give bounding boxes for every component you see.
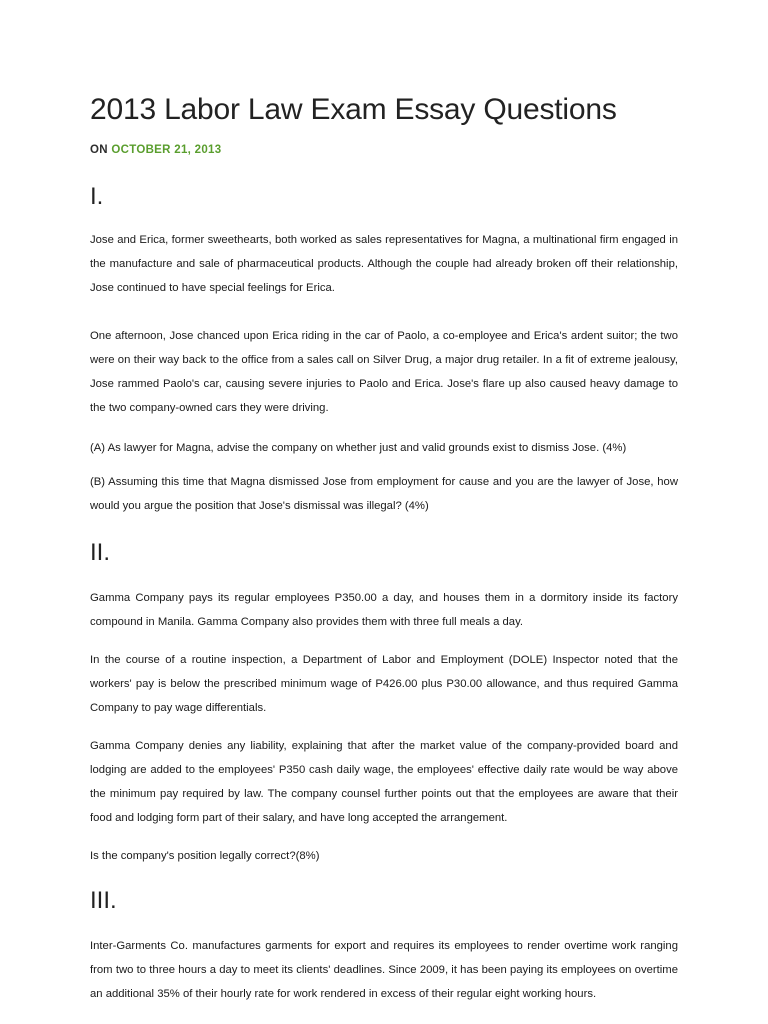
section-heading: I.: [90, 183, 104, 210]
article-byline: [90, 142, 678, 158]
section-heading: III.: [90, 887, 117, 914]
section-heading: II.: [90, 539, 111, 566]
paragraph: Is the company's position legally correct?(8%): [90, 850, 320, 862]
article: [90, 88, 678, 1006]
paragraph: One afternoon, Jose chanced upon Erica riding in the car of Paolo, a co-employee and Erica's ardent suitor; the two were on their way back to the office from a sales call on Silver Drug, a major drug retailer. In a fit of extreme jealousy, Jose rammed Paolo's car, causing severe injuries to Paolo and Erica. Jose's flare up also caused heavy damage to the two company-owned cars they were driving.: [90, 330, 678, 414]
paragraph: Inter-Garments Co. manufactures garments for export and requires its employees to render overtime work ranging from two to three hours a day to meet its clients' deadlines. Since 2009, it has been paying its employees on overtime an additional 35% of their hourly rate for work rendered in excess of their regular eight working hours.: [90, 940, 678, 1000]
paragraph: In the course of a routine inspection, a Department of Labor and Employment (DOLE) Inspector noted that the workers' pay is below the prescribed minimum wage of P426.00 plus P30.00 allowance, and thus required Gamma Company to pay wage differentials.: [90, 654, 678, 714]
article-title: 2013 Labor Law Exam Essay Questions: [90, 93, 617, 126]
paragraph: Jose and Erica, former sweethearts, both worked as sales representatives for Magna, a multinational firm engaged in the manufacture and sale of pharmaceutical products. Although the couple had already broken off their relationship, Jose continued to have special feelings for Erica.: [90, 234, 678, 294]
paragraph: (A) As lawyer for Magna, advise the company on whether just and valid grounds exist to dismiss Jose. (4%): [90, 442, 627, 454]
paragraph: Gamma Company pays its regular employees P350.00 a day, and houses them in a dormitory inside its factory compound in Manila. Gamma Company also provides them with three full meals a day.: [90, 592, 678, 628]
paragraph: Gamma Company denies any liability, explaining that after the market value of the company-provided board and lodging are added to the employees' P350 cash daily wage, the employees' effective daily rate would be way above the minimum pay required by law. The company counsel further points out that the employees are aware that their food and lodging form part of their salary, and have long accepted the arrangement.: [90, 740, 678, 824]
paragraph: (B) Assuming this time that Magna dismissed Jose from employment for cause and you are the lawyer of Jose, how would you argue the position that Jose's dismissal was illegal? (4%): [90, 476, 678, 512]
byline-prefix: ON: [90, 144, 108, 156]
byline-date-link[interactable]: OCTOBER 21, 2013: [111, 144, 222, 156]
